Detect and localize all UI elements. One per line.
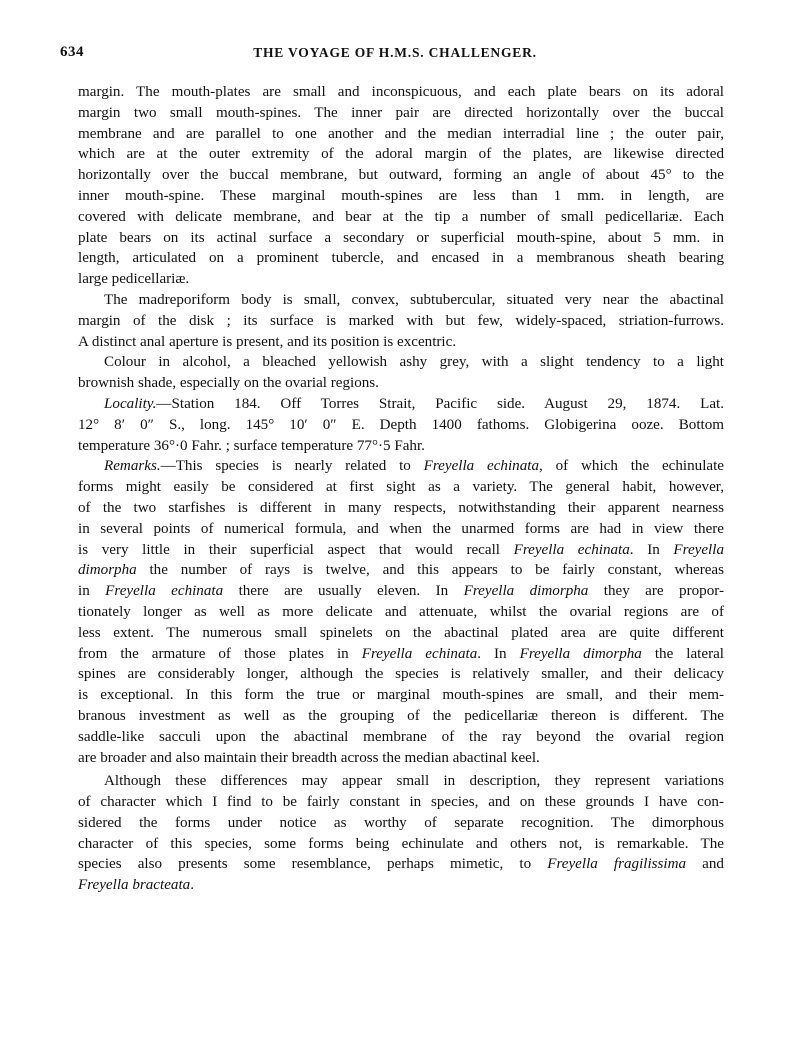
- text-line: less extent. The numerous small spinelets on the abactinal plated area are quite different: [78, 624, 724, 641]
- species-name: Freyella: [673, 541, 724, 558]
- species-name: Freyella fragilissima: [547, 856, 687, 873]
- text-line: are broader and also maintain their breadth across the median abactinal keel.: [78, 749, 540, 766]
- paragraph-madreporiform: [78, 290, 724, 352]
- text-line: branous investment as well as the grouping of the pedicellariæ thereon is different. The: [78, 707, 724, 724]
- text-line: The madreporiform body is small, convex, subtubercular, situated very near the abactinal: [104, 291, 724, 308]
- text-line: margin of the disk ; its surface is marked with but few, widely-spaced, striation-furrows.: [78, 312, 724, 329]
- text-line: inner mouth-spine. These marginal mouth-spines are less than 1 mm. in length, are: [78, 187, 724, 204]
- text-line: large pedicellariæ.: [78, 271, 190, 288]
- text-line: A distinct anal aperture is present, and its position is excentric.: [78, 333, 457, 350]
- text-line: of the two starfishes is different in many respects, notwithstanding their apparent nearness: [78, 499, 724, 516]
- text-line: 12° 8′ 0″ S., long. 145° 10′ 0″ E. Depth 1400 fathoms. Globigerina ooze. Bottom: [78, 416, 724, 433]
- text-line: is exceptional. In this form the true or marginal mouth-spines are small, and their mem-: [78, 687, 724, 704]
- text-line: length, articulated on a prominent tubercle, and encased in a membranous sheath bearing: [78, 250, 724, 267]
- text-line: species also presents some resemblance, perhaps mimetic, to Freyella fragilissima and: [78, 856, 724, 873]
- text-line: covered with delicate membrane, and bear at the tip a number of small pedicellariæ. Each: [78, 208, 724, 225]
- text-line: Freyella bracteata.: [78, 877, 194, 894]
- text-line: tionately longer as well as more delicate and attenuate, whilst the ovarial regions are of: [78, 603, 724, 620]
- text-line: horizontally over the buccal membrane, but outward, forming an angle of about 45° to the: [78, 167, 724, 184]
- text-line: temperature 36°·0 Fahr. ; surface temperature 77°·5 Fahr.: [78, 437, 425, 454]
- remarks-label: Remarks.: [104, 458, 161, 475]
- paragraph-conclusion: [78, 771, 724, 896]
- text-line: brownish shade, especially on the ovarial regions.: [78, 375, 379, 392]
- text-line: which are at the outer extremity of the adoral margin of the plates, are likewise directed: [78, 146, 724, 163]
- text-line: of character which I find to be fairly constant in species, and on these grounds I have con-: [78, 794, 724, 811]
- locality-label: Locality.: [104, 395, 157, 412]
- text-line: character of this species, some forms being echinulate and others not, is remarkable. The: [78, 835, 724, 852]
- text-line: dimorpha the number of rays is twelve, and this appears to be fairly constant, whereas: [78, 562, 724, 579]
- text-line: Locality.—Station 184. Off Torres Strait, Pacific side. August 29, 1874. Lat.: [104, 395, 724, 412]
- text-line: Colour in alcohol, a bleached yellowish ashy grey, with a slight tendency to a light: [104, 354, 724, 371]
- text-line: margin two small mouth-spines. The inner pair are directed horizontally over the buccal: [78, 104, 724, 121]
- text-line: membrane and are parallel to one another and the median interradial line ; the outer pair,: [78, 125, 724, 142]
- paragraph-mouth-plates: [78, 82, 724, 290]
- text-line: forms might easily be considered at first sight as a variety. The general habit, however,: [78, 479, 724, 496]
- text-line: from the armature of those plates in Freyella echinata. In Freyella dimorpha the lateral: [78, 645, 724, 662]
- paragraph-remarks: [78, 456, 724, 768]
- text-line: spines are considerably longer, although the species is relatively smaller, and their delicacy: [78, 666, 724, 683]
- species-name: Freyella echinata: [513, 541, 630, 558]
- paragraph-locality: [78, 394, 724, 456]
- text-line: Remarks.—This species is nearly related to Freyella echinata, of which the echinulate: [104, 458, 725, 475]
- text-line: plate bears on its actinal surface a secondary or superficial mouth-spine, about 5 mm. in: [78, 229, 724, 246]
- paragraph-colour: [78, 352, 724, 394]
- text-line: margin. The mouth-plates are small and inconspicuous, and each plate bears on its adoral: [78, 84, 724, 100]
- species-name: Freyella bracteata: [78, 877, 191, 894]
- species-name: Freyella echinata: [105, 583, 224, 600]
- page-header: [60, 44, 730, 66]
- text-line: saddle-like sacculi upon the abactinal membrane of the ray beyond the ovarial region: [78, 728, 724, 745]
- page-body: [78, 82, 724, 896]
- text-line: in Freyella echinata there are usually eleven. In Freyella dimorpha they are propor-: [78, 583, 725, 600]
- text-line: in several points of numerical formula, and when the unarmed forms are had in view there: [78, 520, 724, 537]
- species-name: Freyella dimorpha: [519, 645, 642, 662]
- running-title: THE VOYAGE OF H.M.S. CHALLENGER.: [253, 45, 537, 60]
- species-name: Freyella echinata: [423, 458, 540, 475]
- species-name: Freyella echinata: [361, 645, 478, 662]
- text-line: Although these differences may appear small in description, they represent variations: [104, 773, 724, 790]
- species-name: dimorpha: [78, 562, 137, 579]
- species-name: Freyella dimorpha: [463, 583, 589, 600]
- page-number: 634: [60, 44, 84, 60]
- text-line: is very little in their superficial aspect that would recall Freyella echinata. In Freyella: [78, 541, 724, 558]
- text-line: sidered the forms under notice as worthy of separate recognition. The dimorphous: [78, 814, 724, 831]
